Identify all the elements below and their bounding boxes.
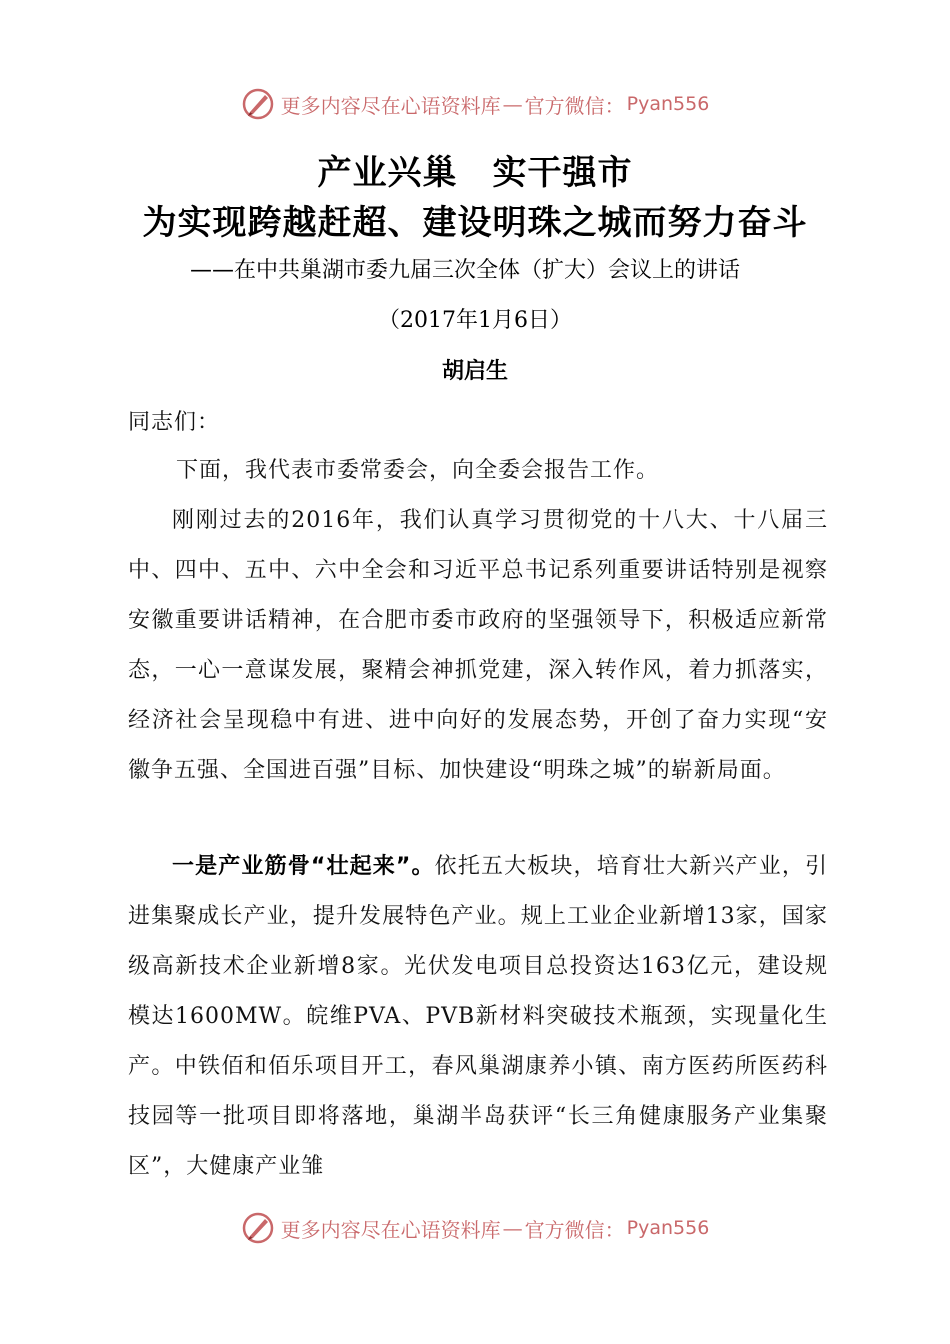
paragraph-industry: [128, 842, 828, 1192]
paragraph-industry-lead: 一是产业筋骨“壮起来”。: [172, 854, 435, 879]
pen-logo-icon: [241, 1211, 275, 1245]
paragraph-intro: 下面，我代表市委常委会，向全委会报告工作。: [176, 458, 660, 483]
watermark-text: 更多内容尽在心语资料库: [280, 1217, 501, 1242]
watermark-label: 官方微信：: [524, 1217, 625, 1242]
watermark-footer: [0, 1208, 950, 1248]
watermark-header: [0, 84, 950, 124]
watermark-separator: —: [502, 1216, 523, 1240]
watermark-handle: Pyan556: [626, 1217, 710, 1239]
paragraph-review: 刚刚过去的2016年，我们认真学习贯彻党的十八大、十八届三中、四中、五中、六中全会和习近平总书记系列重要讲话特别是视察安徽重要讲话精神，在合肥市委市政府的坚强领导下，积极适应新常态，一心一意谋发展，聚精会神抓党建，深入转作风，着力抓落实，经济社会呈现稳中有进、进中向好的发展态势，开创了奋力实现“安徽争五强、全国进百强”目标、加快建设“明珠之城”的崭新局面。: [128, 508, 828, 783]
document-title-line-1: 产业兴巢 实干强市: [317, 153, 633, 193]
watermark-separator: —: [502, 92, 523, 116]
document-date: （2017年1月6日）: [378, 308, 572, 333]
watermark-label: 官方微信：: [524, 93, 625, 118]
document-author: 胡启生: [441, 359, 508, 384]
pen-logo-icon: [241, 87, 275, 121]
greeting: 同志们：: [128, 410, 221, 435]
document-subtitle: ——在中共巢湖市委九届三次全体（扩大）会议上的讲话: [190, 258, 741, 283]
document-title-line-2: 为实现跨越赶超、建设明珠之城而努力奋斗: [142, 203, 808, 243]
watermark-text: 更多内容尽在心语资料库: [280, 93, 501, 118]
paragraph-industry-body: 依托五大板块，培育壮大新兴产业，引进集聚成长产业，提升发展特色产业。规上工业企业新增13家，国家级高新技术企业新增8家。光伏发电项目总投资达163亿元，建设规模达1600MW。皖维PVA、PVB新材料突破技术瓶颈，实现量化生产。中铁佰和佰乐项目开工，春风巢湖康养小镇、南方医药所医药科技园等一批项目即将落地，巢湖半岛获评“长三角健康服务产业集聚区”，大健康产业雏: [128, 854, 828, 1179]
watermark-handle: Pyan556: [626, 93, 710, 115]
